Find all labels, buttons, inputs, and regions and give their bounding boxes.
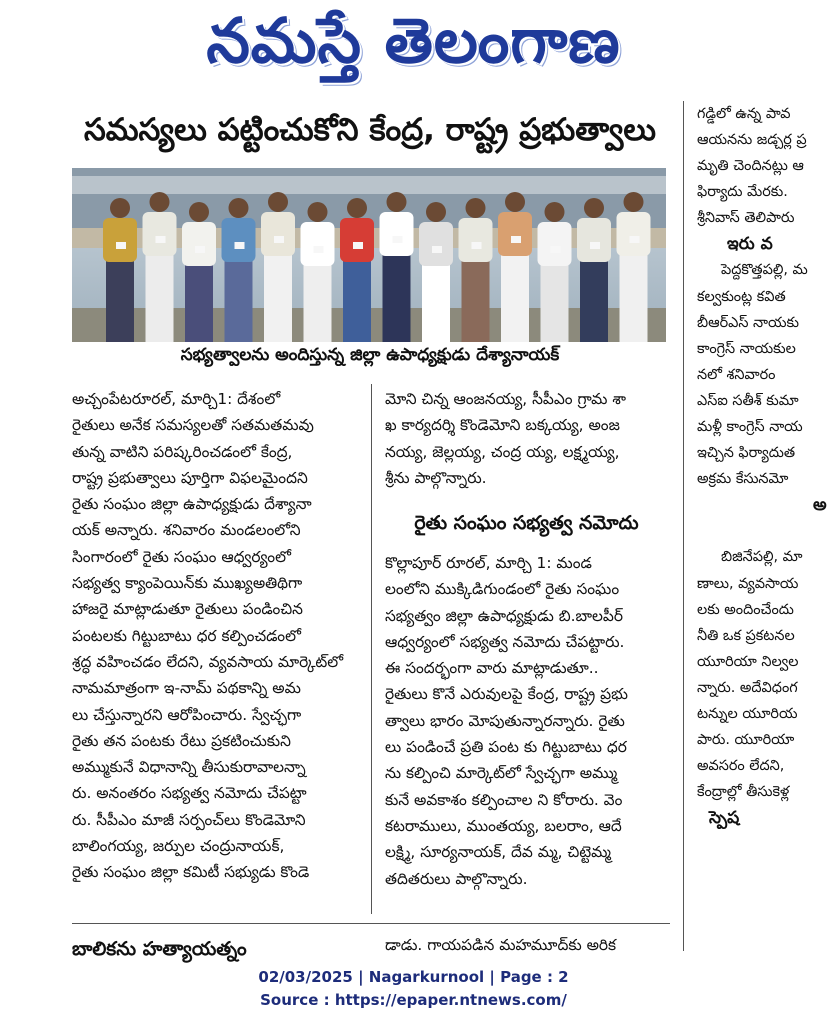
article-text-line: లు పండించే ప్రతి పంట కు గిట్టుబాటు ధర bbox=[385, 738, 627, 757]
article-text-line: రైతులు కొనే ఎరువులపై కేంద్ర, రాష్ట్ర ప్రభు bbox=[385, 685, 628, 704]
article-text-line: శ్రద్ధ వహించడం లేదని, వ్యవసాయ మార్కెట్‌లో bbox=[72, 652, 344, 671]
article-text-line: రైతు సంఘం జిల్లా ఉపాధ్యక్షుడు దేశ్యానా bbox=[72, 495, 312, 514]
article-text-line: రాష్ట్ర ప్రభుత్వాలు పూర్తిగా విఫలమైందని bbox=[72, 468, 308, 487]
photo-person bbox=[459, 198, 493, 342]
right-column-text-line: టన్నుల యూరియ bbox=[697, 705, 798, 722]
photo-person bbox=[380, 192, 414, 342]
photo-person bbox=[301, 202, 335, 342]
article-text-line: శ్రీను పాల్గొన్నారు. bbox=[385, 468, 487, 487]
article-text-line: సభ్యత్వం జిల్లా ఉపాధ్యక్షుడు బి.బాలపీర్ bbox=[385, 606, 623, 625]
article-text-line: కటరాములు, ముంతయ్య, బలరాం, ఆదే bbox=[385, 816, 622, 835]
right-column-text-line: కల్వకుంట్ల కవిత bbox=[697, 288, 786, 305]
article-text-line: లు చేస్తున్నారని ఆరోపించారు. స్వేచ్ఛగా bbox=[72, 705, 302, 724]
article-divider bbox=[72, 923, 670, 924]
photo-person bbox=[617, 192, 651, 342]
column-divider bbox=[371, 384, 372, 914]
right-column-text-line: బీఆర్‌ఎస్ నాయకు bbox=[697, 314, 799, 331]
article-text-line: కొల్లాపూర్ రూరల్, మార్చి 1: మండ bbox=[385, 554, 592, 572]
photo-person bbox=[419, 202, 453, 342]
right-column-text-line: యూరియా నిల్వల bbox=[697, 653, 799, 670]
article-text-line: అచ్చంపేటరూరల్, మార్చి1: దేశంలో bbox=[72, 390, 281, 408]
article-text-line: లక్ష్మి, సూర్యనాయక్, దేవ మ్మ, చిట్టెమ్మ bbox=[385, 843, 612, 862]
article-text-line: సింగారంలో రైతు సంఘం ఆధ్వర్యంలో bbox=[72, 547, 291, 566]
article-subheading: రైతు సంఘం సభ్యత్వ నమోదు bbox=[414, 512, 639, 534]
right-column-text-line: ఎస్‌ఐ సతీశ్ కుమా bbox=[697, 392, 799, 409]
photo-person bbox=[143, 192, 177, 342]
right-column-text-line: నీతి ఒక ప్రకటనల bbox=[697, 627, 795, 644]
right-column-heading: ఇరు వ bbox=[727, 234, 773, 255]
article-text-line: మోని చిన్న ఆంజనయ్య, సీపీఎం గ్రామ శా bbox=[385, 390, 626, 408]
article-text-line: పంటలకు గిట్టుబాటు ధర కల్పించడంలో bbox=[72, 626, 301, 645]
right-column-text-line: మృతి చెందినట్లు ఆ bbox=[697, 158, 804, 175]
footer-source: Source : https://epaper.ntnews.com/ bbox=[260, 991, 567, 1009]
second-article-headline: బాలికను హత్యాయత్నం bbox=[72, 938, 247, 960]
right-column-text-line: లకు అందించేందు bbox=[697, 601, 794, 618]
photo-person bbox=[261, 192, 295, 342]
next-article-line: డాడు. గాయపడిన మహమూద్‌కు అరిక bbox=[385, 936, 617, 954]
article-text-line: సభ్యత్వ క్యాంపెయిన్‌కు ముఖ్యఅతిథిగా bbox=[72, 574, 303, 593]
article-text-line: యక్ అన్నారు. శనివారం మండలంలోని bbox=[72, 521, 301, 540]
article-text-line: రైతు సంఘం జిల్లా కమిటీ సభ్యుడు కొండె bbox=[72, 863, 310, 882]
article-text-line: హాజరై మాట్లాడుతూ రైతులు పండించిన bbox=[72, 600, 303, 619]
article-text-line: కునే అవకాశం కల్పించాల ని కోరారు. వెం bbox=[385, 790, 623, 809]
article-column-2-continued bbox=[385, 550, 668, 892]
right-column-text-line bbox=[697, 518, 825, 544]
photo-caption: సభ్యత్వాలను అందిస్తున్న జిల్లా ఉపాధ్యక్షుడు దేశ్యానాయక్ bbox=[180, 345, 560, 365]
article-text-line: ఖ కార్యదర్శి కొండెమోని బక్కయ్య, అంజ bbox=[385, 416, 620, 435]
right-column-text-line: అక్రమ కేసునమో bbox=[697, 471, 789, 488]
right-column-text-line: ఇచ్చిన ఫిర్యాదుత bbox=[697, 445, 796, 462]
article-text-line: ను కల్పించి మార్కెట్‌లో స్వేచ్ఛగా అమ్ము bbox=[385, 764, 618, 783]
photo-person bbox=[222, 198, 256, 342]
photo-person bbox=[498, 192, 532, 342]
article-text-line: ఆధ్వర్యంలో సభ్యత్వ నమోదు చేపట్టారు. bbox=[385, 632, 625, 651]
photo-person bbox=[182, 202, 216, 342]
article-text-line: అమ్ముకునే విధానాన్ని తీసుకురావాలన్నా bbox=[72, 758, 306, 777]
right-column-text-line: నలో శనివారం bbox=[697, 366, 776, 383]
right-column-text-line: మళ్లీ కాంగ్రెస్ నాయ bbox=[697, 419, 803, 436]
photo-person bbox=[103, 198, 137, 342]
article-column-1 bbox=[72, 386, 357, 886]
right-article-column bbox=[697, 101, 825, 831]
article-text-line: తదితరులు పాల్గొన్నారు. bbox=[385, 869, 528, 888]
right-column-text-line: శ్రీనివాస్ తెలిపారు bbox=[697, 210, 795, 227]
right-column-heading: అ bbox=[813, 495, 827, 516]
footer-date-edition: 02/03/2025 | Nagarkurnool | Page : 2 bbox=[258, 968, 569, 986]
right-column-text-line: ణాలు, వ్యవసాయ bbox=[697, 575, 799, 592]
group-photo-image bbox=[72, 168, 666, 342]
article-text-line: నామమాత్రంగా ఇ-నామ్ పథకాన్ని అమ bbox=[72, 679, 301, 698]
right-column-text-line: అవసరం లేదని, bbox=[697, 758, 785, 775]
article-text-line: ఈ సందర్భంగా వారు మాట్లాడుతూ.. bbox=[385, 659, 599, 678]
photo-person bbox=[340, 198, 374, 342]
right-column-text-line: బిజినేపల్లి, మా bbox=[721, 549, 803, 566]
article-text-line: రైతులు అనేక సమస్యలతో సతమతమవు bbox=[72, 416, 314, 435]
page-footer bbox=[0, 966, 827, 1012]
article-column-2 bbox=[385, 386, 668, 491]
article-photo bbox=[72, 168, 666, 342]
article-text-line: త్వాలు భారం మోపుతున్నారన్నారు. రైతు bbox=[385, 711, 625, 730]
article-text-line: రు. అనంతరం సభ్యత్వ నమోదు చేపట్టా bbox=[72, 784, 307, 803]
article-text-line: లంలోని ముక్కిడిగుండంలో రైతు సంఘం bbox=[385, 580, 620, 599]
photo-person bbox=[538, 202, 572, 342]
masthead-title: నమస్తే తెలంగాణ bbox=[206, 4, 621, 77]
article-text-line: రు. సీపీఎం మాజీ సర్పంచ్‌లు కొండెమోని bbox=[72, 810, 306, 829]
right-column-text-line: కాంగ్రెస్ నాయకుల bbox=[697, 340, 796, 357]
article-text-line: బాలింగయ్య, జర్పుల చంద్రునాయక్, bbox=[72, 837, 285, 856]
right-column-text-line: ఆయనను జడ్చర్ల ప్ర bbox=[697, 132, 807, 149]
article-headline: సమస్యలు పట్టించుకోని కేంద్ర, రాష్ట్ర ప్రభుత్వాలు bbox=[83, 112, 657, 148]
right-column-divider bbox=[683, 101, 684, 951]
article-text-line: తున్న వాటిని పరిష్కరించడంలో కేంద్ర, bbox=[72, 442, 293, 461]
article-text-line: రైతు తన పంటకు రేటు ప్రకటించుకుని bbox=[72, 731, 291, 750]
photo-person bbox=[577, 198, 611, 342]
newspaper-masthead bbox=[0, 0, 827, 92]
right-column-text-line: కేంద్రాల్లో తీసుకెళ్ల bbox=[697, 784, 790, 801]
right-column-text-line: పెద్దకొత్తపల్లి, మ bbox=[721, 262, 808, 279]
right-column-text-line: న్నారు. అదేవిధంగ bbox=[697, 679, 798, 696]
right-column-text-line: గడ్డిలో ఉన్న పావ bbox=[697, 106, 791, 122]
right-column-text-line: పారు. యూరియా bbox=[697, 732, 795, 749]
article-text-line: నయ్య, జెల్లయ్య, చంద్ర య్య, లక్ష్మయ్య, bbox=[385, 442, 620, 461]
right-column-heading: స్పెష bbox=[709, 808, 740, 829]
right-column-text-line: ఫిర్యాదు మేరకు. bbox=[697, 184, 788, 201]
